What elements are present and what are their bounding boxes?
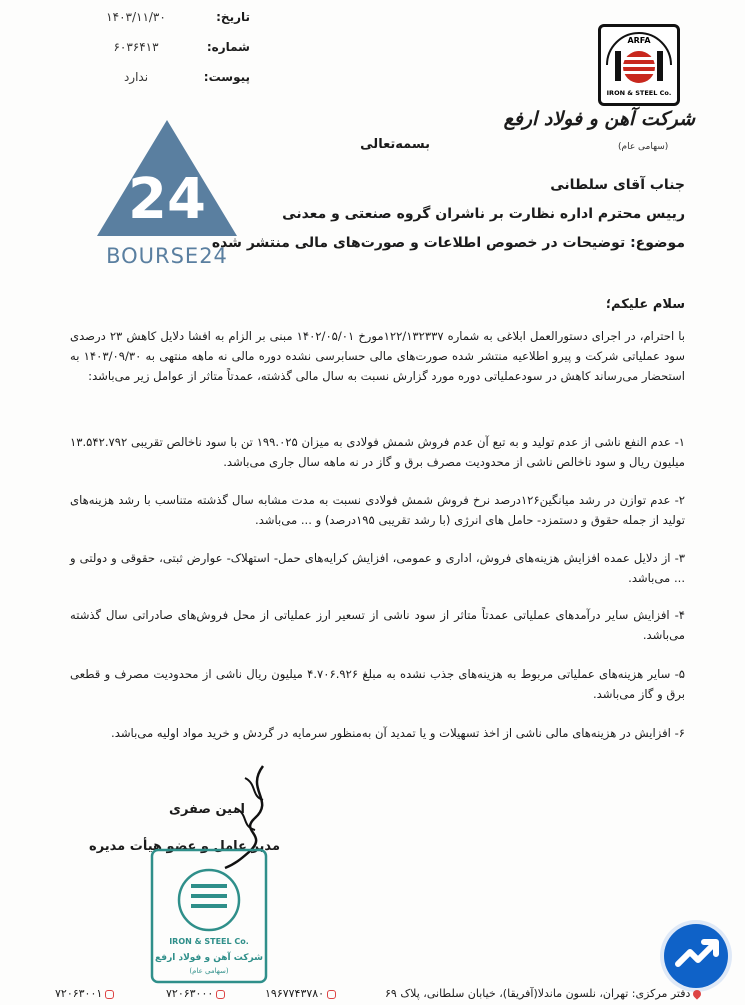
stamp-text-english: IRON & STEEL Co. xyxy=(169,937,249,946)
bismillah: بسمه‌تعالی xyxy=(360,137,430,152)
footer-address xyxy=(385,987,704,1000)
address-text: دفتر مرکزی: تهران، نلسون ماندلا(آفریقا)، خیابان سلطانی، پلاک ۶۹ xyxy=(385,987,691,1000)
greeting: سلام علیکم؛ xyxy=(605,297,685,312)
company-name: شرکت آهن و فولاد ارفع xyxy=(503,108,695,130)
arfa-logo-top-text: ARFA xyxy=(627,36,651,45)
phone-number: ۷۲۰۶۳۰۰۰ xyxy=(166,987,214,1000)
signer-name: امین صفری xyxy=(169,802,245,817)
number-row xyxy=(90,40,250,58)
footer-fax xyxy=(55,987,117,1000)
stamp-emblem-icon xyxy=(148,846,270,986)
stamp-text-type: (سهامی عام) xyxy=(189,967,229,975)
bourse24-wordmark: BOURSE24 xyxy=(106,244,228,268)
footer-phone xyxy=(166,987,228,1000)
item-2: ۲- عدم توازن در رشد میانگین۱۲۶درصد نرخ فروش شمش فولادی نسبت به مدت مشابه سال گذشته متناسب با رشد هزینه‌های تولید از جمله حقوق و دستمزد- حامل های انرژی (با رشد تقریبی ۱۹۵درصد) و ... می‌باشد. xyxy=(70,493,685,527)
corner-badge xyxy=(664,924,728,988)
arfa-logo xyxy=(598,24,680,106)
date-label: تاریخ: xyxy=(216,10,250,24)
postal-code: ۱۹۶۷۷۴۳۷۸۰ xyxy=(265,987,325,1000)
item-6: ۶- افزایش در هزینه‌های مالی ناشی از اخذ تسهیلات و یا تمدید آن به‌منظور سرمایه در گردش و خرید مواد اولیه می‌باشد. xyxy=(111,726,685,740)
footer xyxy=(0,985,745,1005)
item-1: ۱- عدم النفع ناشی از عدم تولید و به تبع آن عدم فروش شمش فولادی به میزان ۱۹۹.۰۲۵ تن با سود ناخالص تقریبی ۱۳.۵۴۲.۷۹۲ میلیون ریال و سود ناخالص ناشی از محدودیت مصرف برق و گاز در نه ماهه سال جاری می‌باشد. xyxy=(70,435,685,469)
attachment-row xyxy=(90,70,250,88)
arfa-emblem-icon xyxy=(601,27,677,103)
footer-postal xyxy=(265,987,339,1000)
date-value: ۱۴۰۳/۱۱/۳۰ xyxy=(106,10,166,24)
location-pin-icon xyxy=(692,988,703,999)
item-4: ۴- افزایش سایر درآمدهای عملیاتی عمدتاً متاثر از سود ناشی از تسعیر ارز عملیاتی از محل فروش‌های صادراتی سال گذشته می‌باشد. xyxy=(70,608,685,642)
subject-line: موضوع: توضیحات در خصوص اطلاعات و صورت‌های مالی منتشر شده xyxy=(211,235,685,251)
company-stamp xyxy=(148,846,270,986)
recipient-title: رییس محترم اداره نظارت بر ناشران گروه صنعتی و معدنی xyxy=(282,206,685,222)
fax-number: ۷۲۰۶۳۰۰۱ xyxy=(55,987,103,1000)
attachment-label: پیوست: xyxy=(203,70,250,84)
date-row xyxy=(90,10,250,28)
arfa-logo-bottom-text: IRON & STEEL Co. xyxy=(606,89,672,97)
phone-icon xyxy=(216,990,225,999)
number-value: ۶۰۳۶۴۱۳ xyxy=(113,40,159,54)
item-5: ۵- سایر هزینه‌های عملیاتی مربوط به هزینه‌های جذب نشده به مبلغ ۴.۷۰۶.۹۲۶ میلیون ریال ناشی از محدودیت مصرف و قطعی برق و گاز می‌باشد. xyxy=(70,667,685,701)
recipient-name: جناب آقای سلطانی xyxy=(550,177,685,193)
bourse24-number: 24 xyxy=(128,167,206,232)
item-3: ۳- از دلایل عمده افزایش هزینه‌های فروش، اداری و عمومی، افزایش کرایه‌های حمل- استهلاک- عوارض ثبتی، حقوقی و دولتی و ... می‌باشد. xyxy=(70,551,685,585)
attachment-value: ندارد xyxy=(123,70,149,84)
signer-title: مدیر عامل و عضو هیأت مدیره xyxy=(89,839,280,854)
fax-icon xyxy=(105,990,114,999)
trend-arrow-icon xyxy=(664,924,728,988)
company-type: (سهامی عام) xyxy=(618,142,669,152)
mail-icon xyxy=(327,990,336,999)
intro-paragraph: با احترام، در اجرای دستورالعمل ابلاغی به شماره ۱۲۲/۱۳۲۳۳۷مورخ ۱۴۰۲/۰۵/۰۱ مبنی بر الزام به افشا دلایل کاهش ۲۳ درصدی سود عملیاتی شرکت و پیرو اطلاعیه منتشر شده صورت‌های مالی حسابرسی نشده دوره مالی نه ماهه منتهی به ۱۴۰۳/۰۹/۳۰ به استحضار می‌رساند کاهش در سودعملیاتی دوره مورد گزارش نسبت به سال مالی گذشته، عمدتاً متاثر از عوامل زیر می‌باشد: xyxy=(70,329,686,383)
stamp-text-persian: شرکت آهن و فولاد ارفع xyxy=(155,953,263,963)
number-label: شماره: xyxy=(206,40,250,54)
